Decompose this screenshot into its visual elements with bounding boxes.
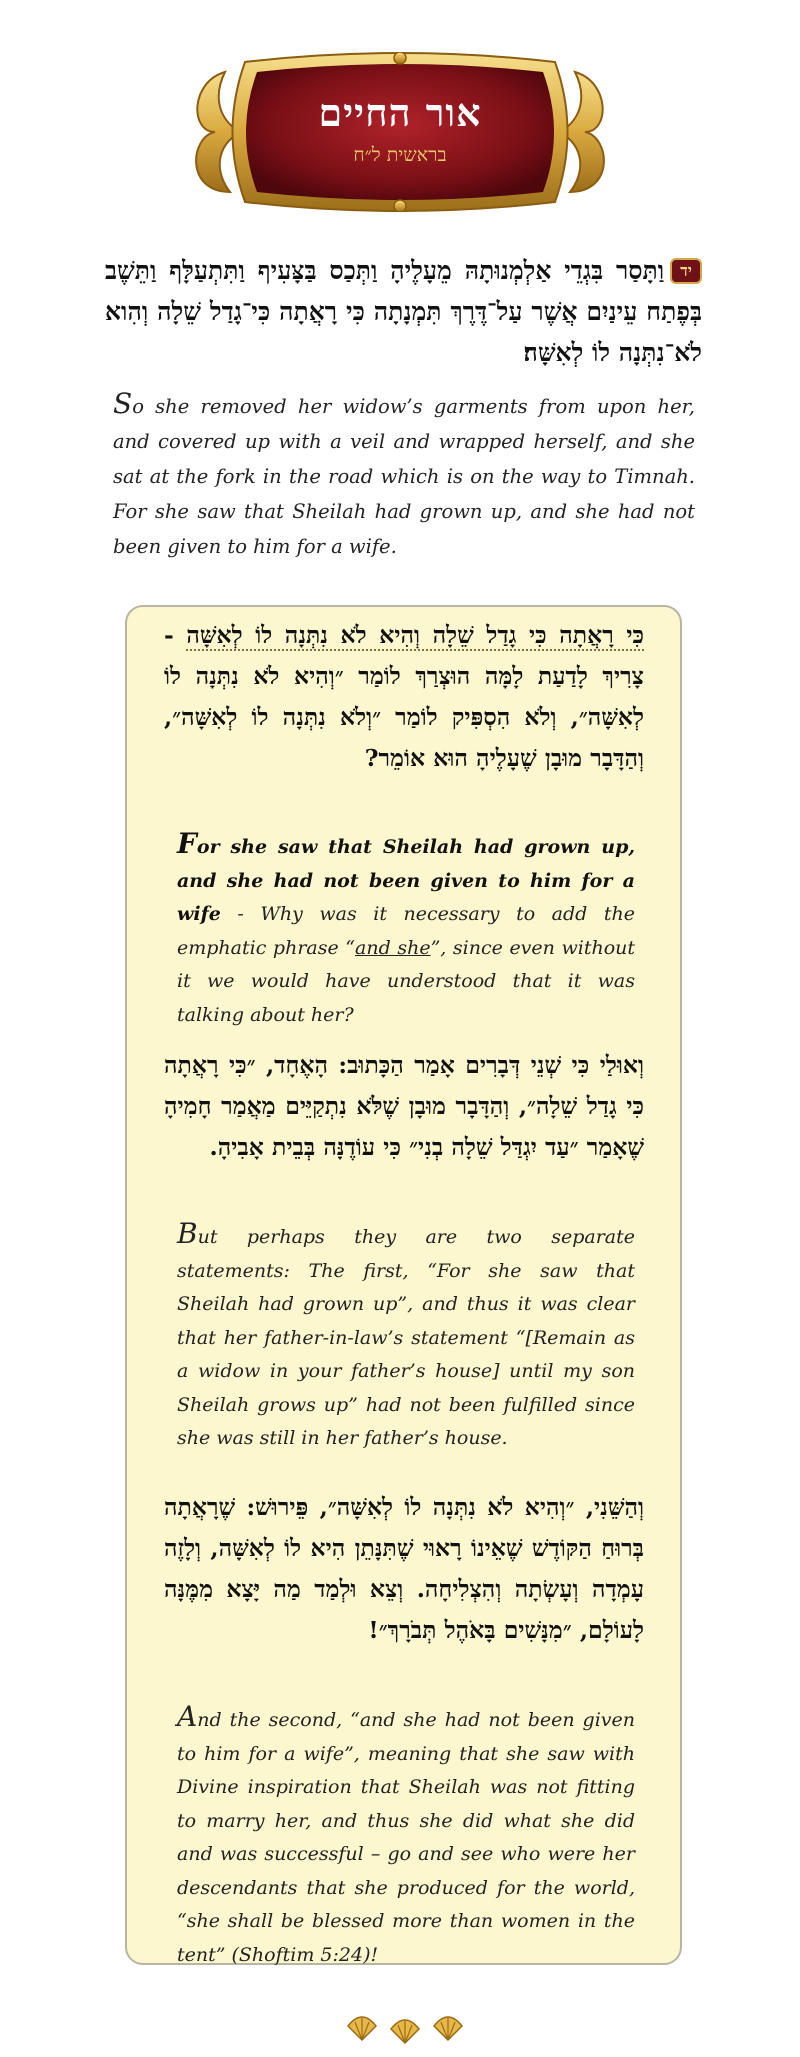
footer-ornament — [345, 2014, 465, 2042]
commentary-english-1 — [177, 827, 635, 1032]
commentary-english-1-text-a: - Why was it necessary to add the emphatic phrase “ — [177, 903, 635, 959]
drop-cap: S — [113, 387, 133, 420]
underlined-phrase: and she — [355, 936, 431, 959]
shell-icon — [345, 2014, 379, 2042]
drop-cap: F — [177, 827, 197, 860]
verse-hebrew — [105, 250, 702, 373]
commentary-hebrew-2: וְאוּלַי כִּי שְׁנֵי דְּבָרִים אָמַר הַכָּתוּב: הָאֶחָד, ״כִּי רָאֲתָה כִּי גָדַל שֵׁלָה״, וְהַדָּבָר מוּבָן שֶׁלֹּא נִתְקַיֵּים מַאֲמַר חָמִיהָ שֶׁאָמַר ״עַד יִגְדַּל שֵׁלָה בְנִי״ כִּי עוֹדֶנָּה בְּבֵית אָבִיהָ. — [164, 1051, 644, 1161]
verse-number-badge: יד — [670, 258, 702, 284]
commentary-box — [125, 605, 682, 1965]
commentary-english-1-heading: or she saw that Sheilah had grown up, and she had not been given to him for a wife — [177, 836, 635, 925]
commentary-english-2 — [177, 1217, 635, 1456]
verse-translation — [113, 386, 695, 564]
commentary-english-3 — [177, 1700, 635, 1972]
banner-title: אור החיים — [318, 90, 482, 135]
commentary-hebrew-1 — [164, 615, 644, 779]
verse-hebrew-text: וַתָּסַר בִּגְדֵי אַלְמְנוּתָהּ מֵעָלֶיהָ וַתְּכַס בַּצָּעִיף וַתִּתְעַלָּף וַתֵּשֶׁב בְּפֶתַח עֵינַיִם אֲשֶׁר עַל־דֶּרֶךְ תִּמְנָתָה כִּי רָאֲתָה כִּי־גָדַל שֵׁלָה וְהִוא לֹא־נִתְּנָה לוֹ לְאִשָּׁה׃ — [105, 256, 702, 367]
commentary-english-2-text: ut perhaps they are two separate statements: The first, “For she saw that Sheilah had grown up”, and thus it was clear that her father-in-law’s statement “[Remain as a widow in your father’s house] until my son Sheilah grows up” had not been fulfilled since she was still in her father’s house. — [177, 1226, 635, 1449]
commentary-english-3-text: nd the second, “and she had not been given to him for a wife”, meaning that she saw with Divine inspiration that Sheilah was not fitting to marry her, and thus she did what she did and was successful – go and see who were her descendants that she produced for the world, “she shall be blessed more than women in the tent” (Shoftim 5:24)! — [177, 1709, 635, 1966]
shell-icon — [431, 2014, 465, 2042]
verse-translation-text: o she removed her widow’s garments from upon her, and covered up with a veil and wrapped herself, and she sat at the fork in the road which is on the way to Timnah. For she saw that Sheilah had grown up, and she had not been given to him for a wife. — [113, 395, 695, 558]
commentary-hebrew-3: וְהַשֵּׁנִי, ״וְהִיא לֹא נִתְּנָה לוֹ לְאִשָּׁה״, פֵּירוּשׁ: שֶׁרָאֲתָה בְּרוּחַ הַקּוֹדֶשׁ שֶׁאֵינוֹ רָאוּי שֶׁתִּנָּתֵן הִיא לוֹ לְאִשָּׁה, וְלָזֶה עָמְדָה וְעָשְׂתָה וְהִצְלִיחָה. וְצֵא וּלְמַד מַה יָּצָא מִמֶּנָּה לָעוֹלָם, ״מִנָּשִׁים בָּאֹהֶל תְּבֹרָךְ״! — [164, 1493, 644, 1644]
shell-icon — [388, 2017, 422, 2045]
drop-cap: B — [177, 1217, 198, 1250]
commentary-english-1-text-b: ”, since even without it we would have understood that it was talking about her? — [177, 936, 636, 1026]
dibbur-hamatchil: כִּי רָאֲתָה כִּי גָדַל שֵׁלָה וְהִיא לֹא נִתְּנָה לוֹ לְאִשָּׁה — [186, 621, 644, 649]
drop-cap: A — [177, 1700, 198, 1733]
header-banner — [185, 52, 615, 212]
commentary-hebrew-1-text: - צָרִיךְ לָדַעַת לָמָּה הוּצְרַךְ לוֹמַר ״וְהִיא לֹא נִתְּנָה לוֹ לְאִשָּׁה״, וְלֹא הִסְפִּיק לוֹמַר ״וְלֹא נִתְּנָה לוֹ לְאִשָּׁה״, וְהַדָּבָר מוּבָן שֶׁעָלֶיהָ הוּא אוֹמֵר? — [164, 621, 644, 772]
banner-subtitle: בראשית ל״ח — [353, 144, 447, 166]
